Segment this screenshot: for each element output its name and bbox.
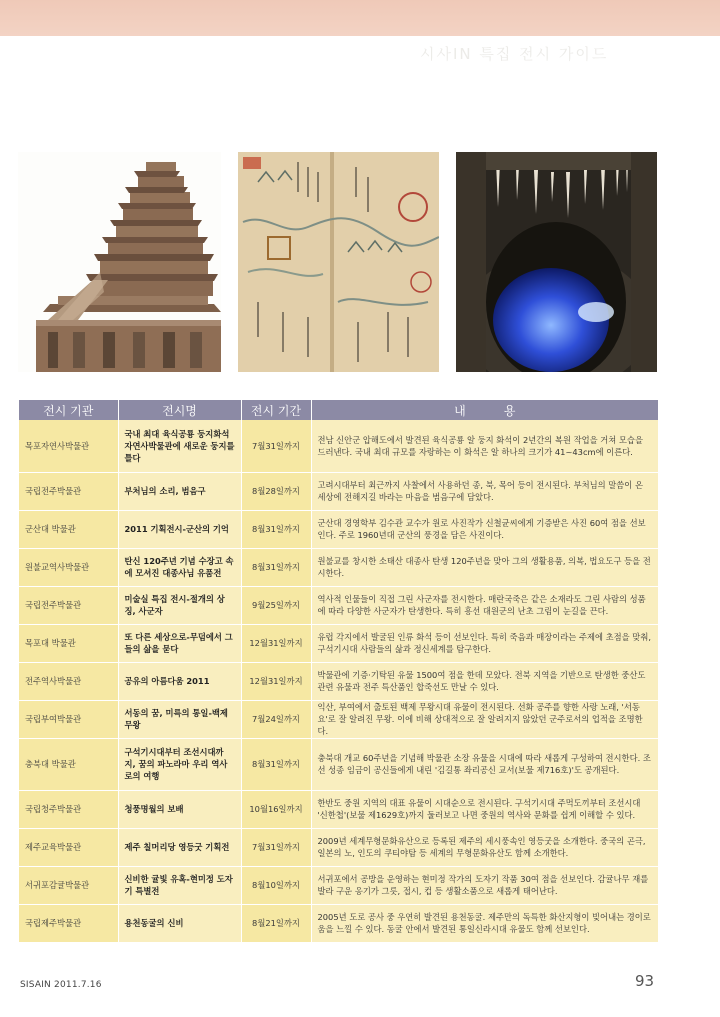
publication-footer: SISAIN 2011.7.16 xyxy=(20,980,102,990)
period-cell: 8월28일까지 xyxy=(241,472,311,510)
venue-cell: 국립전주박물관 xyxy=(19,472,118,510)
period-cell: 7월24일까지 xyxy=(241,700,311,738)
description-cell: 한반도 중원 지역의 대표 유물이 시대순으로 전시된다. 구석기시대 주먹도끼부터 조선시대 '신한첩'(보물 제1629호)까지 둘러보고 나면 중원의 역사와 문화를 쉽게 이해할 수 있다. xyxy=(311,790,658,828)
table-row xyxy=(19,662,658,700)
title-cell: 서동의 꿈, 미륵의 통일-백제무왕 xyxy=(118,700,241,738)
header-venue: 전시 기관 xyxy=(19,400,118,420)
venue-cell: 국립부여박물관 xyxy=(19,700,118,738)
header-period: 전시 기간 xyxy=(241,400,311,420)
description-cell: 익산, 부여에서 출토된 백제 무왕시대 유물이 전시된다. 선화 공주를 향한 사랑 노래, '서동요'로 잘 알려진 무왕. 이에 비해 상대적으로 잘 알려지지 않았던 군주로서의 업적을 조명한다. xyxy=(311,700,658,738)
period-cell: 8월31일까지 xyxy=(241,738,311,790)
venue-cell: 국립제주박물관 xyxy=(19,904,118,942)
table-row xyxy=(19,548,658,586)
description-cell: 고려시대부터 최근까지 사찰에서 사용하던 종, 북, 목어 등이 전시된다. 부처님의 말씀이 온 세상에 전해지길 바라는 마음을 범음구에 담았다. xyxy=(311,472,658,510)
description-cell: 역사적 인물들이 직접 그린 사군자를 전시한다. 매란국죽은 같은 소재라도 그린 사람의 성품에 따라 다양한 사군자가 탄생한다. 특히 흥선 대원군의 난초 그림이 눈길을 끈다. xyxy=(311,586,658,624)
period-cell: 12월31일까지 xyxy=(241,624,311,662)
title-cell: 탄신 120주년 기념 수장고 속에 모셔진 대종사님 유품전 xyxy=(118,548,241,586)
period-cell: 9월25일까지 xyxy=(241,586,311,624)
title-cell: 공유의 아름다움 2011 xyxy=(118,662,241,700)
page-number: 93 xyxy=(635,972,655,990)
period-cell: 12월31일까지 xyxy=(241,662,311,700)
table-row xyxy=(19,790,658,828)
old-map-photo xyxy=(238,152,439,372)
description-cell: 유럽 각지에서 발굴된 인류 화석 등이 선보인다. 특히 죽음과 매장이라는 주제에 초점을 맞춰, 구석기시대 사람들의 삶과 정신세계를 탐구한다. xyxy=(311,624,658,662)
description-cell: 2005년 도로 공사 중 우연히 발견된 용천동굴. 제주만의 독특한 화산지형이 빚어내는 경이로움을 느낄 수 있다. 동굴 안에서 발견된 통일신라시대 유물도 함께 선보인다. xyxy=(311,904,658,942)
title-cell: 제주 칠머리당 영등굿 기획전 xyxy=(118,828,241,866)
description-cell: 박물관에 기증·기탁된 유물 1500여 점을 한데 모았다. 전북 지역을 기반으로 탄생한 중산도 관련 유물과 전주 특산품인 합죽선도 만날 수 있다. xyxy=(311,662,658,700)
venue-cell: 충북대 박물관 xyxy=(19,738,118,790)
venue-cell: 목포대 박물관 xyxy=(19,624,118,662)
period-cell: 7월31일까지 xyxy=(241,420,311,472)
table-row xyxy=(19,472,658,510)
title-cell: 신비한 귤빛 유혹-현미정 도자기 특별전 xyxy=(118,866,241,904)
description-cell: 군산대 경영학부 김수관 교수가 원로 사진작가 신철균씨에게 기증받은 사진 60여 점을 선보인다. 주로 1960년대 군산의 풍경을 담은 사진이다. xyxy=(311,510,658,548)
title-cell: 2011 기획전시-군산의 기억 xyxy=(118,510,241,548)
table-row xyxy=(19,866,658,904)
header-title: 전시명 xyxy=(118,400,241,420)
title-cell: 국내 최대 육식공룡 둥지화석 자연사박물관에 새로운 둥지를 틀다 xyxy=(118,420,241,472)
period-cell: 8월10일까지 xyxy=(241,866,311,904)
table-row xyxy=(19,510,658,548)
period-cell: 8월31일까지 xyxy=(241,548,311,586)
description-cell: 서귀포에서 공방을 운영하는 현미정 작가의 도자기 작품 30여 점을 선보인다. 감귤나무 재를 발라 구운 옹기가 그릇, 접시, 컵 등 생활소품으로 새롭게 태어난다. xyxy=(311,866,658,904)
title-cell: 또 다른 세상으로-무덤에서 그들의 삶을 묻다 xyxy=(118,624,241,662)
venue-cell: 군산대 박물관 xyxy=(19,510,118,548)
lava-cave-photo xyxy=(456,152,657,372)
title-cell: 용천동굴의 신비 xyxy=(118,904,241,942)
venue-cell: 국립전주박물관 xyxy=(19,586,118,624)
title-cell: 부처님의 소리, 범음구 xyxy=(118,472,241,510)
table-row xyxy=(19,586,658,624)
description-cell: 원불교를 창시한 소태산 대종사 탄생 120주년을 맞아 그의 생활용품, 의복, 법요도구 등을 전시한다. xyxy=(311,548,658,586)
venue-cell: 원불교역사박물관 xyxy=(19,548,118,586)
table-row xyxy=(19,700,658,738)
period-cell: 8월31일까지 xyxy=(241,510,311,548)
period-cell: 10월16일까지 xyxy=(241,790,311,828)
table-header-row xyxy=(19,400,658,420)
header-description: 내 용 xyxy=(311,400,658,420)
table-row xyxy=(19,904,658,942)
faded-page-title: 시사IN 특집 전시 가이드 xyxy=(420,45,609,63)
table-row xyxy=(19,624,658,662)
top-color-band xyxy=(0,0,720,36)
venue-cell: 목포자연사박물관 xyxy=(19,420,118,472)
venue-cell: 서귀포감귤박물관 xyxy=(19,866,118,904)
description-cell: 2009년 세계무형문화유산으로 등록된 제주의 세시풍속인 영등굿을 소개한다. 중국의 곤극, 일본의 노, 인도의 쿠티야탐 등 세계의 무형문화유산도 함께 소개한다. xyxy=(311,828,658,866)
exhibition-table xyxy=(19,400,658,943)
title-cell: 구석기시대부터 조선시대까지, 꿈의 파노라마 우리 역사로의 여행 xyxy=(118,738,241,790)
table-row xyxy=(19,738,658,790)
title-cell: 미술실 특집 전시-절개의 상징, 사군자 xyxy=(118,586,241,624)
description-cell: 충북대 개교 60주년을 기념해 박물관 소장 유물을 시대에 따라 새롭게 구성하여 전시한다. 조선 성종 임금이 공신들에게 내린 '김길통 좌리공신 교서(보물 제716호)'도 공개된다. xyxy=(311,738,658,790)
period-cell: 7월31일까지 xyxy=(241,828,311,866)
venue-cell: 제주교육박물관 xyxy=(19,828,118,866)
venue-cell: 전주역사박물관 xyxy=(19,662,118,700)
table-row xyxy=(19,420,658,472)
title-cell: 청풍명월의 보배 xyxy=(118,790,241,828)
venue-cell: 국립청주박물관 xyxy=(19,790,118,828)
stone-pagoda-photo xyxy=(18,152,221,372)
table-row xyxy=(19,828,658,866)
period-cell: 8월21일까지 xyxy=(241,904,311,942)
description-cell: 전남 신안군 압해도에서 발견된 육식공룡 알 둥지 화석이 2년간의 복원 작업을 거쳐 모습을 드러낸다. 국내 최대 규모를 자랑하는 이 화석은 알 하나의 크기가 41~43cm에 이른다. xyxy=(311,420,658,472)
